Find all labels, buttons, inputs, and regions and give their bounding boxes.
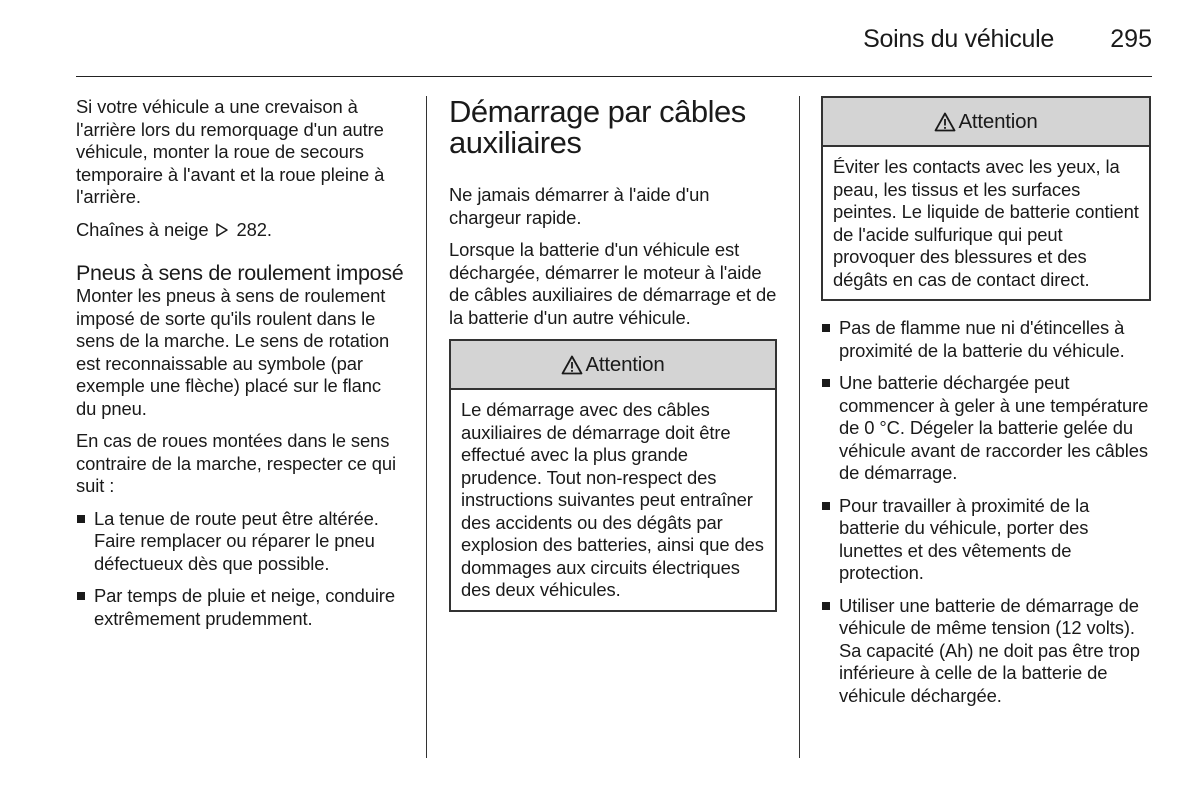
cross-reference-arrow-icon (215, 222, 229, 238)
list-item (821, 595, 1151, 708)
bullet-square-icon (822, 502, 830, 510)
list-item-text: Utiliser une batterie de démarrage de véhicule de même tension (12 volts). Sa capacité (Ah) ne doit pas être trop inférieure à celle de la batterie de véhicule déchargée. (839, 594, 1140, 706)
warning-title: Attention (585, 352, 665, 376)
column-divider (426, 96, 427, 758)
paragraph: Monter les pneus à sens de roulement imposé de sorte qu'ils roulent dans le sens de la marche. Le sens de rotation est reconnaissable au symbole (par exemple une flèche) placé sur le flanc du pneu. (76, 285, 390, 419)
column-left (76, 96, 406, 640)
bullet-square-icon (822, 324, 830, 332)
column-right (821, 96, 1151, 717)
warning-header (451, 341, 775, 390)
list-item-text: La tenue de route peut être altérée. Faire remplacer ou réparer le pneu défectueux dès que possible. (94, 507, 379, 574)
bullet-square-icon (77, 515, 85, 523)
list-item-text: Par temps de pluie et neige, conduire extrêmement prudemment. (94, 585, 395, 629)
list-item-text: Une batterie déchargée peut commencer à geler à une température de 0 °C. Dégeler la batterie gelée du véhicule avant de raccorder les câbles de démarrage. (839, 372, 1149, 483)
paragraph: Ne jamais démarrer à l'aide d'un chargeur rapide. (449, 184, 710, 228)
page-number: 295 (1110, 25, 1152, 53)
warning-body: Éviter les contacts avec les yeux, la peau, les tissus et les surfaces peintes. Le liquide de batterie contient de l'acide sulfurique qui peut provoquer des blessures et des dégâts en cas de contact direct. (833, 156, 1139, 290)
snow-chains-text: Chaînes à neige (76, 218, 209, 240)
bullet-list (821, 317, 1151, 707)
bullet-square-icon (822, 602, 830, 610)
bullet-square-icon (822, 379, 830, 387)
page-header (76, 22, 1152, 77)
warning-box (449, 339, 777, 612)
section-heading: Démarrage par câbles auxiliaires (449, 94, 746, 160)
snow-chains-reference (76, 219, 406, 242)
paragraph: Lorsque la batterie d'un véhicule est déchargée, démarrer le moteur à l'aide de câbles auxiliaires de démarrage et de la batterie d'un autre véhicule. (449, 239, 777, 328)
warning-box (821, 96, 1151, 301)
snow-chains-page-link[interactable]: 282. (236, 218, 272, 240)
list-item-text: Pour travailler à proximité de la batterie du véhicule, porter des lunettes et des vêtements de protection. (839, 494, 1090, 583)
list-item (76, 585, 406, 630)
warning-title: Attention (958, 109, 1038, 133)
warning-body: Le démarrage avec des câbles auxiliaires de démarrage doit être effectué avec la plus grande prudence. Tout non-respect des instructions suivantes peut entraîner des accidents ou des dégâts par explosion des batteries, ainsi que des dommages aux circuits électriques des deux véhicules. (461, 399, 764, 600)
section-heading: Pneus à sens de roulement imposé (76, 261, 404, 285)
bullet-list (76, 508, 406, 631)
intro-paragraph: Si votre véhicule a une crevaison à l'arrière lors du remorquage d'un autre véhicule, monter la roue de secours temporaire à l'avant et la roue pleine à l'arrière. (76, 96, 385, 207)
list-item (821, 317, 1151, 362)
warning-header (823, 98, 1149, 147)
paragraph: En cas de roues montées dans le sens contraire de la marche, respecter ce qui suit : (76, 430, 397, 496)
list-item (821, 495, 1151, 585)
warning-triangle-icon (561, 355, 583, 375)
list-item (821, 372, 1151, 485)
column-middle (449, 96, 777, 628)
list-item-text: Pas de flamme nue ni d'étincelles à proximité de la batterie du véhicule. (839, 317, 1125, 361)
list-item (76, 508, 406, 576)
warning-triangle-icon (934, 112, 956, 132)
bullet-square-icon (77, 592, 85, 600)
section-title: Soins du véhicule (863, 25, 1054, 53)
column-divider (799, 96, 800, 758)
